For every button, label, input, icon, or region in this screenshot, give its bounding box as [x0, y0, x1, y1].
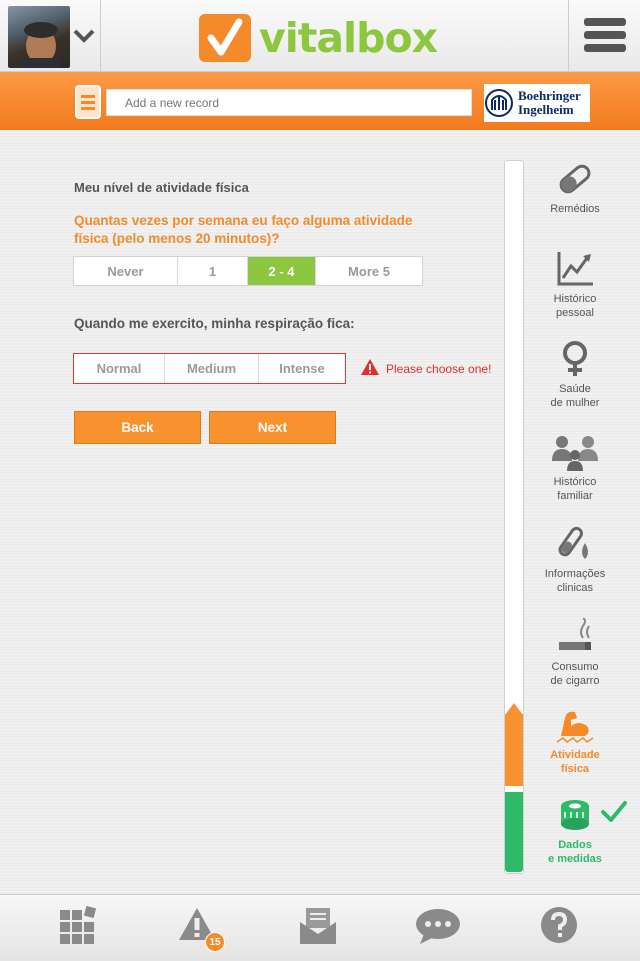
- progress-completed: [505, 792, 523, 872]
- logo-check-icon: [199, 14, 251, 62]
- step-saude-mulher[interactable]: [530, 340, 620, 410]
- mail-icon[interactable]: [298, 906, 338, 946]
- step-historico-familiar[interactable]: [530, 433, 620, 503]
- sponsor-logo: [484, 84, 590, 122]
- breathing-option[interactable]: Normal: [74, 354, 165, 383]
- help-icon[interactable]: [540, 906, 578, 944]
- frequency-option[interactable]: Never: [74, 257, 178, 285]
- family-icon: [550, 433, 600, 471]
- next-button[interactable]: Next: [209, 411, 336, 444]
- validation-error: [360, 358, 491, 376]
- step-label: Informações: [544, 568, 606, 580]
- boehringer-emblem-icon: [484, 88, 514, 118]
- female-symbol-icon: [555, 340, 595, 378]
- step-label: e medidas: [548, 853, 602, 865]
- step-label: Histórico: [553, 476, 597, 488]
- frequency-option[interactable]: More 5: [348, 263, 390, 279]
- step-label: de mulher: [550, 397, 600, 409]
- step-atividade-fisica[interactable]: [530, 706, 620, 776]
- pill-icon: [555, 160, 595, 198]
- clipboard-icon[interactable]: [75, 85, 101, 119]
- avatar[interactable]: [8, 6, 70, 68]
- step-label: familiar: [557, 490, 593, 502]
- step-label: clinicas: [556, 582, 594, 594]
- header-divider: [100, 0, 101, 72]
- user-photo-icon: [8, 6, 70, 68]
- chevron-down-icon[interactable]: [72, 28, 96, 44]
- step-label: Saúde: [559, 383, 591, 395]
- frequency-option-selected[interactable]: 2 - 4: [248, 257, 316, 285]
- cigarette-icon: [555, 618, 595, 656]
- step-consumo-cigarro[interactable]: [530, 618, 620, 688]
- step-historico-pessoal[interactable]: [530, 250, 620, 320]
- alert-count-badge: 15: [205, 932, 225, 952]
- warning-icon: [360, 358, 380, 376]
- question-breathing: Quando me exercito, minha respiração fica:: [74, 316, 355, 331]
- breathing-option[interactable]: Intense: [279, 361, 325, 376]
- step-remedios[interactable]: [530, 160, 620, 216]
- section-title: Meu nível de atividade física: [74, 180, 249, 195]
- progress-current: [505, 714, 523, 786]
- back-button[interactable]: Back: [74, 411, 201, 444]
- chart-line-icon: [555, 250, 595, 288]
- frequency-selector: [73, 256, 423, 286]
- step-label: Atividade: [550, 749, 600, 761]
- error-message: Please choose one!: [386, 362, 492, 376]
- sponsor-name-1: Boehringer: [518, 88, 581, 103]
- muscle-arm-icon: [555, 706, 595, 744]
- header-divider: [568, 0, 569, 72]
- chat-icon[interactable]: [414, 906, 464, 946]
- tape-measure-icon: [555, 796, 595, 834]
- step-label: Remédios: [550, 203, 600, 215]
- breathing-selector: [73, 353, 346, 384]
- step-label: pessoal: [556, 307, 594, 319]
- question-frequency: Quantas vezes por semana eu faço alguma atividade física (pelo menos 20 minutos)?: [74, 213, 413, 246]
- step-label: de cigarro: [550, 675, 600, 687]
- step-informacoes-clinicas[interactable]: [530, 525, 620, 595]
- step-label: física: [560, 763, 590, 775]
- hamburger-menu-icon[interactable]: [584, 18, 626, 56]
- step-label: Dados: [558, 839, 592, 851]
- vitalbox-logo: [199, 13, 437, 63]
- add-record-input[interactable]: [106, 89, 472, 116]
- step-label: Consumo: [551, 661, 599, 673]
- logo-text: vitalbox: [259, 14, 438, 62]
- step-label: Histórico: [553, 293, 597, 305]
- sponsor-name-2: Ingelheim: [518, 102, 574, 117]
- frequency-option[interactable]: 1: [178, 257, 248, 285]
- test-tube-icon: [555, 525, 595, 563]
- apps-grid-icon[interactable]: [58, 906, 98, 946]
- breathing-option[interactable]: Medium: [165, 354, 259, 383]
- checkmark-icon: [600, 800, 628, 824]
